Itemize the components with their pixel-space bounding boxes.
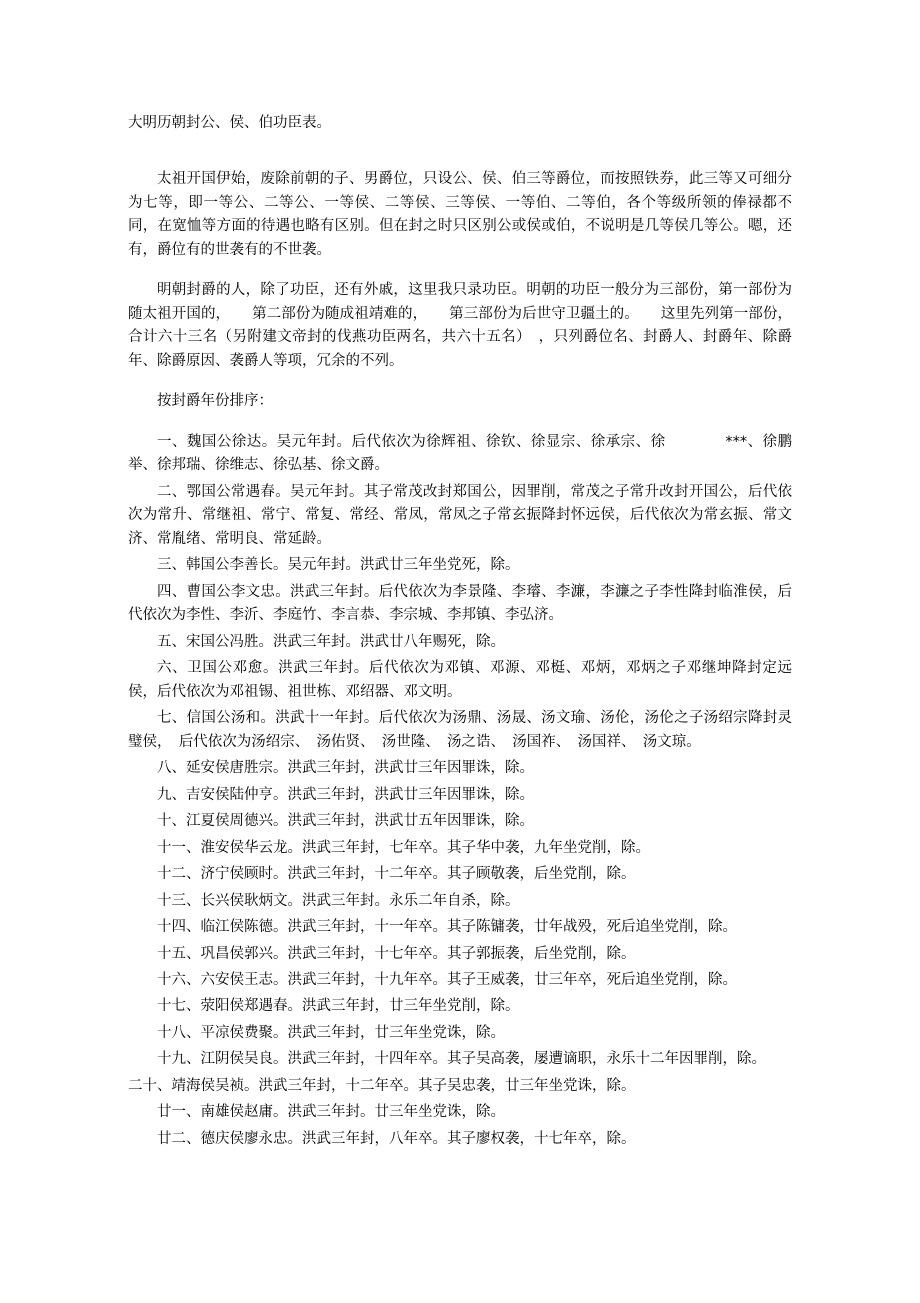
list-item: 六、卫国公邓愈。洪武三年封。后代依次为邓镇、邓源、邓梃、邓炳，邓炳之子邓继坤降封定远侯，后代依次为邓祖锡、祖世栋、邓绍器、邓文明。 (128, 660, 792, 700)
list-item: 十九、江阴侯吴良。洪武三年封，十四年卒。其子吴高袭，屡遭谪职，永乐十二年因罪削，除。 (157, 1051, 766, 1068)
list-item: 十二、济宁侯顾时。洪武三年封，十二年卒。其子顾敬袭，后坐党削，除。 (157, 866, 636, 883)
list-item: 九、吉安侯陆仲亨。洪武三年封，洪武廿三年因罪诛，除。 (157, 786, 534, 803)
list-item: 十七、荥阳侯郑遇春。洪武三年封，廿三年坐党削，除。 (157, 998, 520, 1015)
list-item: 二、鄂国公常遇春。吴元年封。其子常茂改封郑国公，因罪削，常茂之子常升改封开国公，后代依次为常升、常继祖、常宁、常复、常经、常凤，常凤之子常玄振降封怀远侯，后代依次为常玄振、常文济、常胤绪、常明良、常延龄。 (128, 483, 792, 547)
list-item: 廿二、德庆侯廖永忠。洪武三年封，八年卒。其子廖权袭，十七年卒，除。 (157, 1130, 636, 1147)
list-item: 十一、淮安侯华云龙。洪武三年封，七年卒。其子华中袭，九年坐党削，除。 (157, 839, 650, 856)
list-item: 十三、长兴侯耿炳文。洪武三年封。永乐二年自杀，除。 (157, 892, 520, 909)
intro-paragraph-2: 明朝封爵的人，除了功臣，还有外戚，这里我只录功臣。明朝的功臣一般分为三部份，第一部份为随太祖开国的， 第二部份为随成祖靖难的， 第三部份为后世守卫疆土的。 这里先列第一部份，合计六十三名（另附建文帝封的伐燕功臣两名，共六十五名） ，只列爵位名、封爵人、封爵年、除爵年、除爵原因、袭爵人等项，冗余的不列。 (128, 282, 792, 369)
list-item: 八、延安侯唐胜宗。洪武三年封，洪武廿三年因罪诛，除。 (157, 760, 534, 777)
noble-title-entry-list (128, 431, 792, 1152)
list-item: 十五、巩昌侯郭兴。洪武三年封，十七年卒。其子郭振袭，后坐党削，除。 (157, 945, 636, 962)
list-item: 二十、靖海侯吴祯。洪武三年封，十二年卒。其子吴忠袭，廿三年坐党诛，除。 (128, 1077, 636, 1094)
list-item: 七、信国公汤和。洪武十一年封。后代依次为汤鼎、汤晟、汤文瑜、汤伦，汤伦之子汤绍宗降封灵璧侯， 后代依次为汤绍宗、 汤佑贤、 汤世隆、 汤之诰、 汤国祚、 汤国祥、 汤文琼。 (128, 710, 792, 750)
list-item: 十六、六安侯王志。洪武三年封，十九年卒。其子王威袭，廿三年卒，死后追坐党削，除。 (157, 972, 737, 988)
intro-paragraph-1: 太祖开国伊始，废除前朝的子、男爵位，只设公、侯、伯三等爵位，而按照铁券，此三等又可细分为七等，即一等公、二等公、一等侯、二等侯、三等侯、一等伯、二等伯，各个等级所领的俸禄都不同，在宽恤等方面的待遇也略有区别。但在封之时只区别公或侯或伯，不说明是几等侯几等公。嗯，还有，爵位有的世袭有的不世袭。 (128, 171, 792, 258)
list-item: 五、宋国公冯胜。洪武三年封。洪武廿八年赐死，除。 (157, 633, 505, 650)
list-item: 十、江夏侯周德兴。洪武三年封，洪武廿五年因罪诛，除。 (157, 813, 534, 830)
list-item: 三、韩国公李善长。吴元年封。洪武廿三年坐党死，除。 (157, 557, 520, 574)
list-item: 十八、平凉侯费聚。洪武三年封，廿三年坐党诛，除。 (157, 1024, 505, 1041)
intro-paragraph-3: 按封爵年份排序： (157, 393, 273, 410)
list-item: 四、曹国公李文忠。洪武三年封。后代依次为李景隆、李璿、李濂，李濂之子李性降封临淮侯，后代依次为李性、李沂、李庭竹、李言恭、李宗城、李邦镇、李弘济。 (128, 583, 792, 624)
list-item: 十四、临江侯陈德。洪武三年封，十一年卒。其子陈镛袭，廿年战殁，死后追坐党削，除。 (157, 919, 737, 936)
document-title: 大明历朝封公、侯、伯功臣表。 (128, 115, 331, 131)
list-item: 廿一、南雄侯赵庸。洪武三年封。廿三年坐党诛，除。 (157, 1104, 505, 1121)
list-item: 一、魏国公徐达。吴元年封。后代依次为徐辉祖、徐钦、徐显宗、徐承宗、徐 ***、徐鹏举、徐邦瑞、徐维志、徐弘基、徐文爵。 (128, 433, 792, 474)
